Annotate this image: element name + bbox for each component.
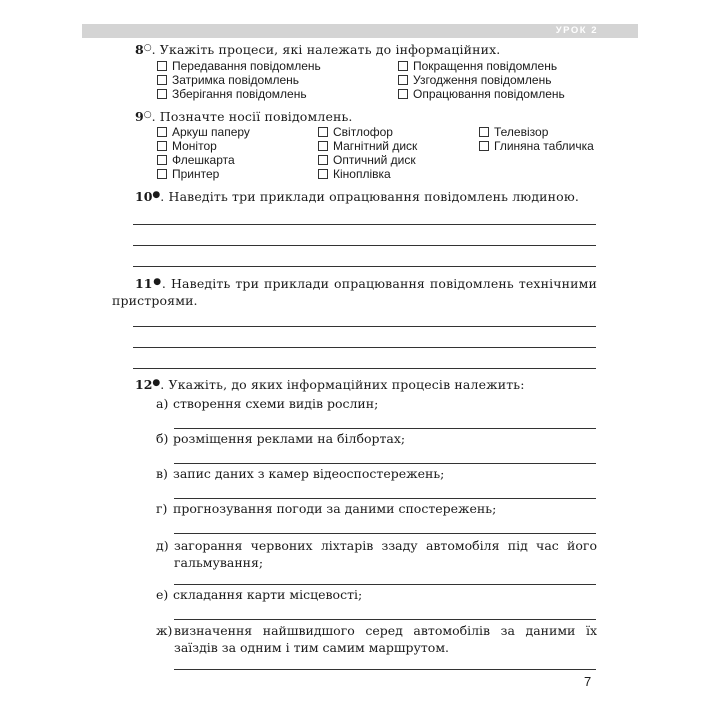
lesson-header-band: [82, 24, 638, 38]
answer-line[interactable]: [133, 368, 596, 369]
subitem-label: в): [156, 466, 168, 481]
checkbox-icon[interactable]: [479, 127, 489, 137]
question-10: [135, 187, 597, 205]
subitem-f: [156, 586, 362, 603]
answer-line[interactable]: [174, 428, 596, 429]
answer-line[interactable]: [133, 245, 596, 246]
option-label: Світлофор: [333, 125, 393, 139]
option-checkbox[interactable]: [318, 125, 393, 139]
answer-line[interactable]: [174, 584, 596, 585]
difficulty-mark: ●: [152, 190, 161, 200]
question-text: . Укажіть, до яких інформаційних процесів належить:: [160, 377, 525, 392]
option-label: Узгодження повідомлень: [413, 73, 552, 87]
subitem-text: складання карти місцевості;: [173, 587, 363, 602]
lesson-label: УРОК 2: [555, 25, 598, 36]
page-number: 7: [584, 674, 592, 689]
option-checkbox[interactable]: [318, 167, 391, 181]
option-label: Затримка повідомлень: [172, 73, 299, 87]
subitem-label: ж): [156, 623, 173, 638]
checkbox-icon[interactable]: [398, 89, 408, 99]
checkbox-icon[interactable]: [318, 141, 328, 151]
option-label: Опрацювання повідомлень: [413, 87, 565, 101]
option-label: Глиняна табличка: [494, 139, 594, 153]
question-text: . Наведіть три приклади опрацювання повідомлень технічними пристроями.: [112, 276, 597, 308]
subitem-text: запис даних з камер відеоспостережень;: [173, 466, 445, 481]
subitem-label: г): [156, 501, 168, 516]
question-text: . Позначте носії повідомлень.: [151, 109, 353, 124]
checkbox-icon[interactable]: [318, 155, 328, 165]
checkbox-icon[interactable]: [157, 169, 167, 179]
checkbox-icon[interactable]: [318, 127, 328, 137]
subitem-label: д): [156, 538, 169, 553]
subitem-e-text: загорання червоних ліхтарів ззаду автомобіля під час його гальмування;: [174, 538, 597, 570]
answer-line[interactable]: [133, 347, 596, 348]
subitem-g-text: визначення найшвидшого серед автомобілів за даними їх заїздів за одним і тим самим маршрутом.: [174, 623, 597, 655]
checkbox-icon[interactable]: [157, 89, 167, 99]
option-checkbox[interactable]: [157, 87, 307, 101]
subitem-label: б): [156, 431, 169, 446]
difficulty-mark: ●: [152, 277, 162, 287]
difficulty-mark: ●: [152, 378, 161, 388]
checkbox-icon[interactable]: [318, 169, 328, 179]
checkbox-icon[interactable]: [157, 61, 167, 71]
option-checkbox[interactable]: [157, 125, 250, 139]
question-number: 12: [135, 377, 153, 392]
checkbox-icon[interactable]: [157, 141, 167, 151]
answer-line[interactable]: [174, 463, 596, 464]
answer-line[interactable]: [133, 266, 596, 267]
subitem-text: прогнозування погоди за даними спостережень;: [173, 501, 497, 516]
question-9: [135, 107, 597, 125]
answer-line[interactable]: [174, 669, 596, 670]
checkbox-icon[interactable]: [479, 141, 489, 151]
question-text: . Наведіть три приклади опрацювання повідомлень людиною.: [160, 189, 579, 204]
question-number: 9: [135, 109, 144, 124]
question-number: 10: [135, 189, 153, 204]
option-label: Телевізор: [494, 125, 549, 139]
difficulty-mark: ○: [143, 110, 152, 120]
checkbox-icon[interactable]: [157, 127, 167, 137]
subitem-text: розміщення реклами на білбортах;: [173, 431, 406, 446]
option-checkbox[interactable]: [318, 139, 417, 153]
answer-line[interactable]: [174, 498, 596, 499]
option-label: Кіноплівка: [333, 167, 391, 181]
answer-line[interactable]: [174, 619, 596, 620]
difficulty-mark: ○: [143, 43, 152, 53]
subitem-d: [156, 500, 496, 517]
question-number: 11: [135, 276, 153, 291]
option-label: Передавання повідомлень: [172, 59, 321, 73]
option-checkbox[interactable]: [479, 139, 594, 153]
answer-line[interactable]: [133, 224, 596, 225]
checkbox-icon[interactable]: [398, 75, 408, 85]
option-label: Зберігання повідомлень: [172, 87, 307, 101]
question-number: 8: [135, 42, 144, 57]
option-label: Принтер: [172, 167, 220, 181]
option-label: Оптичний диск: [333, 153, 416, 167]
question-12: [135, 375, 597, 393]
option-label: Монітор: [172, 139, 217, 153]
option-checkbox[interactable]: [318, 153, 416, 167]
answer-line[interactable]: [174, 533, 596, 534]
option-checkbox[interactable]: [398, 59, 557, 73]
subitem-text: створення схеми видів рослин;: [173, 396, 379, 411]
answer-line[interactable]: [133, 326, 596, 327]
subitem-b: [156, 430, 405, 447]
option-checkbox[interactable]: [157, 139, 217, 153]
option-checkbox[interactable]: [157, 59, 321, 73]
question-8: [135, 40, 597, 58]
checkbox-icon[interactable]: [398, 61, 408, 71]
subitem-c: [156, 465, 444, 482]
option-checkbox[interactable]: [479, 125, 548, 139]
option-label: Аркуш паперу: [172, 125, 250, 139]
checkbox-icon[interactable]: [157, 155, 167, 165]
subitem-a: [156, 395, 378, 412]
question-11: [112, 274, 597, 309]
option-checkbox[interactable]: [157, 73, 299, 87]
option-checkbox[interactable]: [157, 167, 219, 181]
option-checkbox[interactable]: [157, 153, 235, 167]
option-checkbox[interactable]: [398, 87, 565, 101]
question-text: . Укажіть процеси, які належать до інформаційних.: [151, 42, 501, 57]
subitem-label: а): [156, 396, 169, 411]
option-checkbox[interactable]: [398, 73, 551, 87]
checkbox-icon[interactable]: [157, 75, 167, 85]
option-label: Покращення повідомлень: [413, 59, 558, 73]
subitem-label: е): [156, 587, 169, 602]
option-label: Магнітний диск: [333, 139, 418, 153]
option-label: Флешкарта: [172, 153, 235, 167]
